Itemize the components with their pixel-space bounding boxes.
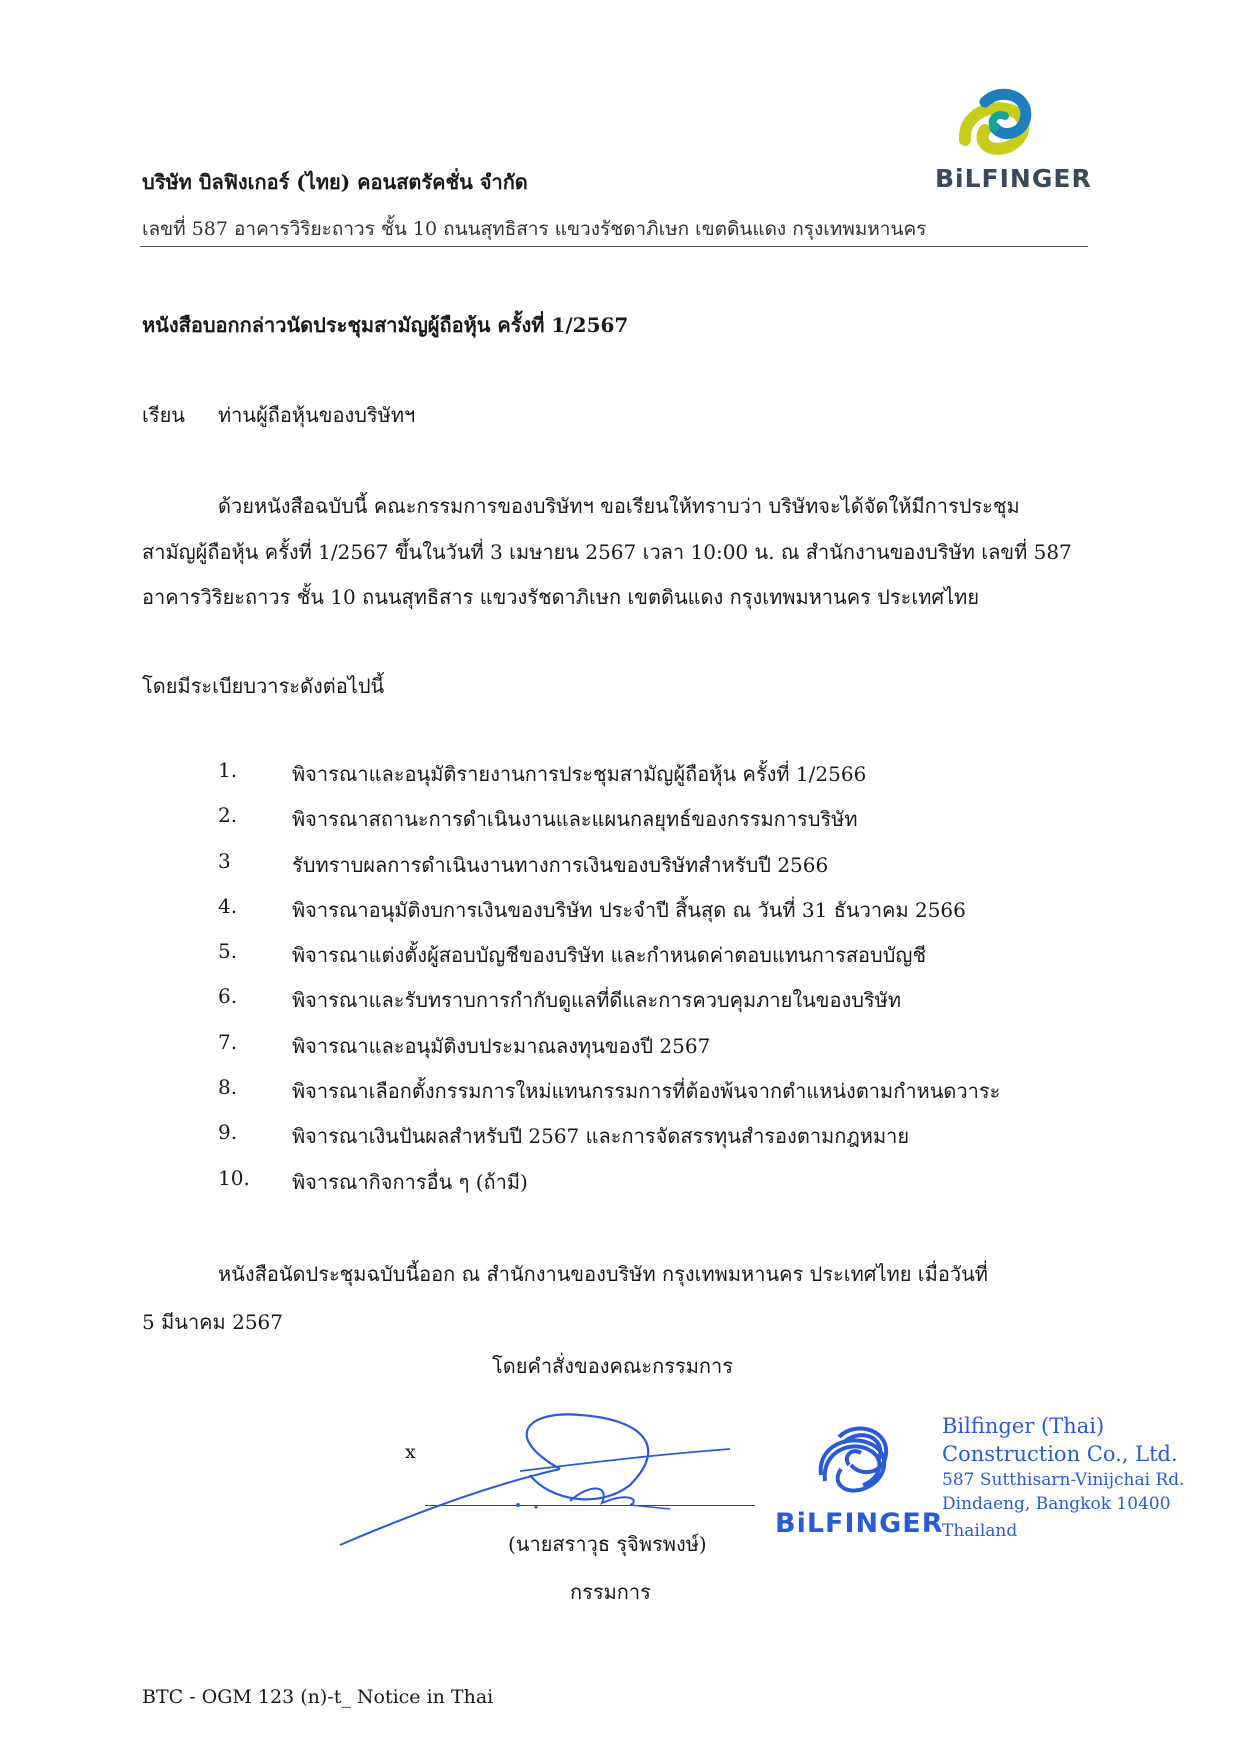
by-order-of-board: โดยคำสั่งของคณะกรรมการ — [492, 1354, 734, 1378]
company-stamp-address — [942, 1412, 1185, 1546]
company-name: บริษัท บิลฟิงเกอร์ (ไทย) คอนสตรัคชั่น จำกัด — [142, 170, 528, 194]
agenda-item-text: พิจารณาแต่งตั้งผู้สอบบัญชีของบริษัท และกำหนดค่าตอบแทนการสอบบัญชี — [292, 943, 927, 968]
bilfinger-logo-icon — [955, 82, 1037, 164]
agenda-intro: โดยมีระเบียบวาระดังต่อไปนี้ — [142, 674, 385, 698]
intro-paragraph-line: อาคารวิริยะถาวร ชั้น 10 ถนนสุทธิสาร แขวงรัชดาภิเษก เขตดินแดง กรุงเทพมหานคร ประเทศไทย — [142, 585, 980, 609]
agenda-item-number: 3 — [218, 848, 231, 873]
stamp-line: Bilfinger (Thai) — [942, 1414, 1105, 1438]
agenda-item-text: พิจารณาสถานะการดำเนินงานและแผนกลยุทธ์ของกรรมการบริษัท — [292, 807, 858, 832]
agenda-item-text: พิจารณาเงินปันผลสำหรับปี 2567 และการจัดสรรทุนสำรองตามกฎหมาย — [292, 1124, 910, 1149]
stamp-line: Dindaeng, Bangkok 10400 — [942, 1494, 1171, 1514]
agenda-item-text: พิจารณาและรับทราบการกำกับดูแลที่ดีและการควบคุมภายในของบริษัท — [292, 988, 902, 1013]
stamp-line: 587 Sutthisarn-Vinijchai Rd. — [942, 1470, 1185, 1490]
agenda-item-number: 1. — [218, 758, 238, 782]
intro-paragraph-line: สามัญผู้ถือหุ้น ครั้งที่ 1/2567 ขึ้นในวันที่ 3 เมษายน 2567 เวลา 10:00 น. ณ สำนักงานของบริษัท เลขที่ 587 — [142, 540, 1072, 564]
company-stamp-logo-icon — [805, 1415, 905, 1515]
agenda-item-text: พิจารณาอนุมัติงบการเงินของบริษัท ประจำปี สิ้นสุด ณ วันที่ 31 ธันวาคม 2566 — [292, 897, 966, 922]
stamp-line: Thailand — [942, 1521, 1018, 1541]
closing-date: 5 มีนาคม 2567 — [142, 1310, 283, 1334]
agenda-item-number: 5. — [218, 939, 238, 964]
closing-line: หนังสือนัดประชุมฉบับนี้ออก ณ สำนักงานของบริษัท กรุงเทพมหานคร ประเทศไทย เมื่อวันที่ — [218, 1262, 988, 1286]
agenda-item-number: 10. — [218, 1165, 250, 1190]
agenda-item-text: พิจารณากิจการอื่น ๆ (ถ้ามี) — [292, 1169, 528, 1194]
signer-title: กรรมการ — [570, 1580, 651, 1604]
stamp-line: Construction Co., Ltd. — [942, 1442, 1178, 1466]
agenda-item-text: พิจารณาเลือกตั้งกรรมการใหม่แทนกรรมการที่ต้องพ้นจากตำแหน่งตามกำหนดวาระ — [292, 1079, 1001, 1104]
salutation-recipient: ท่านผู้ถือหุ้นของบริษัทฯ — [218, 403, 416, 427]
agenda-item-text: รับทราบผลการดำเนินงานทางการเงินของบริษัทสำหรับปี 2566 — [292, 852, 829, 877]
agenda-item-number: 7. — [218, 1029, 238, 1054]
footer-reference: BTC - OGM 123 (n)-t_ Notice in Thai — [142, 1686, 494, 1708]
company-stamp-wordmark: BiLFINGER — [775, 1508, 944, 1539]
agenda-item-number: 6. — [218, 984, 238, 1009]
bilfinger-wordmark: BiLFINGER — [935, 164, 1092, 193]
agenda-item-text: พิจารณาและอนุมัติงบประมาณลงทุนของปี 2567 — [292, 1033, 711, 1058]
salutation-label: เรียน — [142, 403, 185, 427]
agenda-item-number: 9. — [218, 1120, 238, 1145]
signature-mark: x — [405, 1441, 416, 1463]
document-title: หนังสือบอกกล่าวนัดประชุมสามัญผู้ถือหุ้น ครั้งที่ 1/2567 — [142, 313, 629, 337]
signer-name: (นายสราวุธ รุจิพรพงษ์) — [508, 1532, 707, 1556]
agenda-item-text: พิจารณาและอนุมัติรายงานการประชุมสามัญผู้ถือหุ้น ครั้งที่ 1/2566 — [292, 762, 867, 786]
agenda-item-number: 8. — [218, 1075, 238, 1100]
company-address: เลขที่ 587 อาคารวิริยะถาวร ชั้น 10 ถนนสุทธิสาร แขวงรัชดาภิเษก เขตดินแดง กรุงเทพมหานคร — [142, 218, 927, 240]
agenda-item-number: 4. — [218, 893, 238, 918]
header-divider — [140, 246, 1088, 247]
intro-paragraph-line: ด้วยหนังสือฉบับนี้ คณะกรรมการของบริษัทฯ ขอเรียนให้ทราบว่า บริษัทจะได้จัดให้มีการประชุม — [218, 494, 1020, 518]
agenda-item-number: 2. — [218, 803, 238, 828]
